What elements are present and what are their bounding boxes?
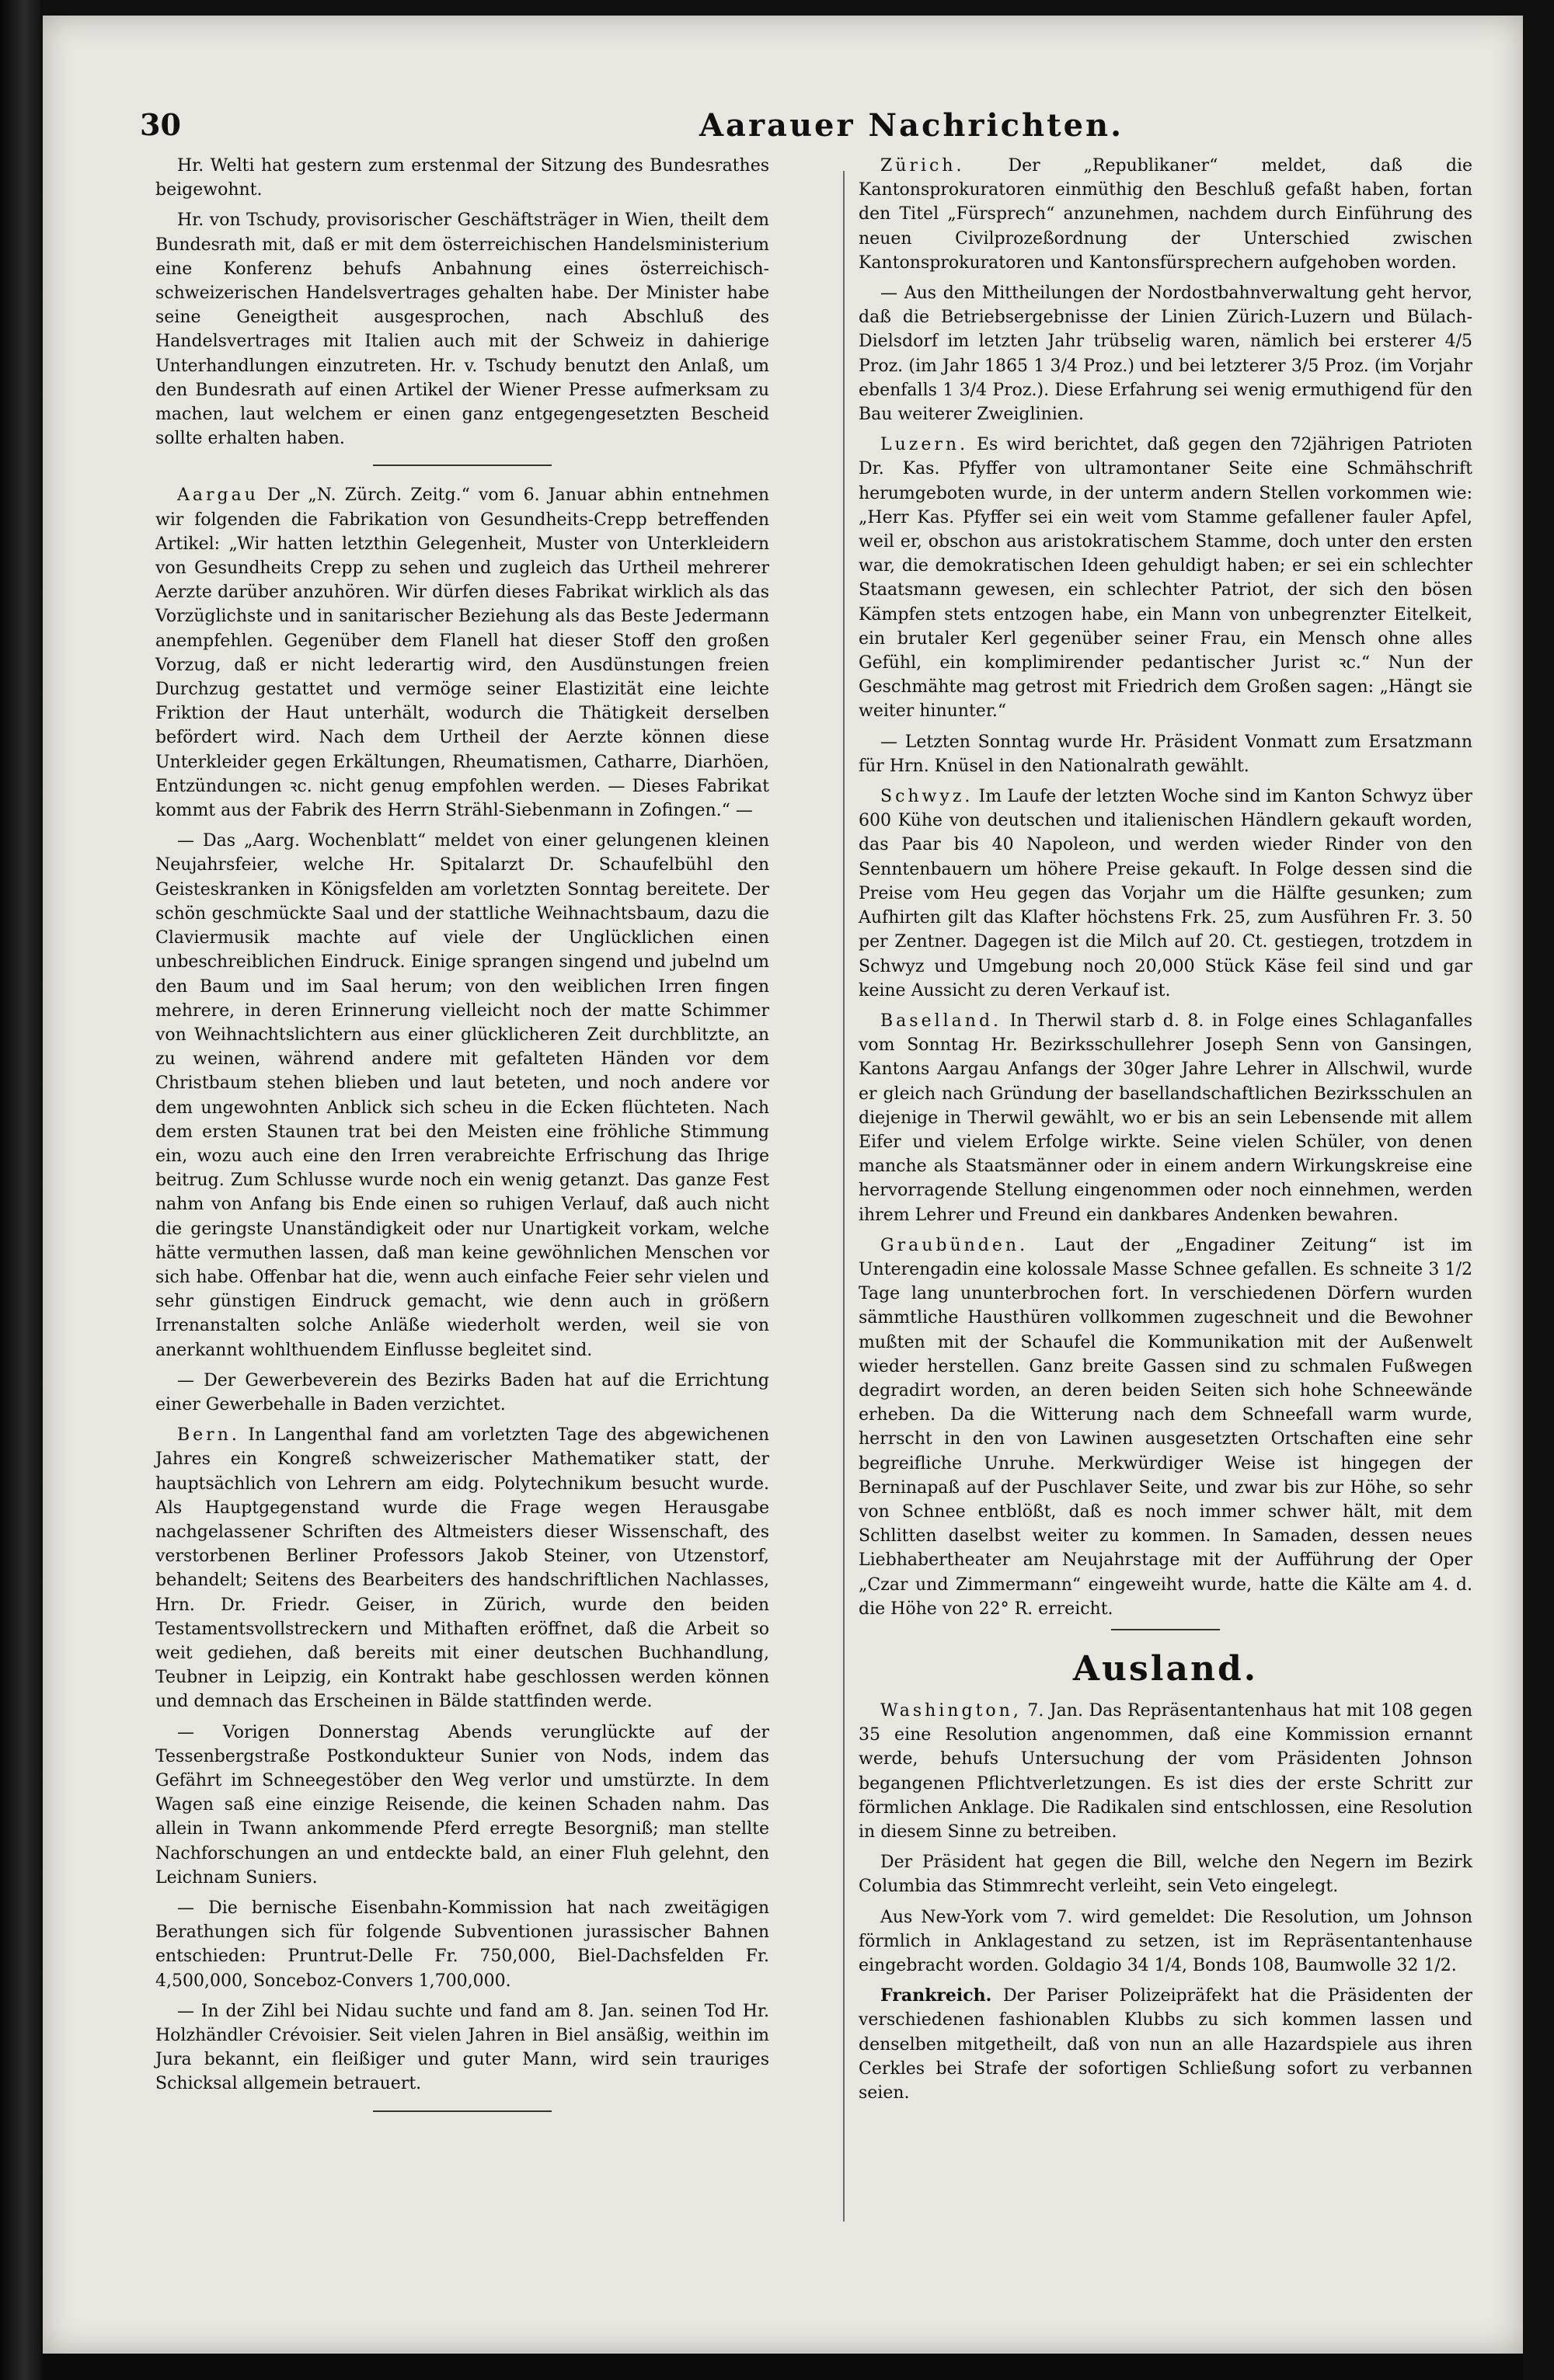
article-postkondukteur: — Vorigen Donnerstag Abends verunglückte auf der Tessenbergstraße Postkondukteur Sunier von Nods, indem das Gefährt im Schneegestöber den Weg verlor und umstürzte. In dem Wagen saß eine einzige Reisende, die keinen Schaden nahm. Das allein in Twann ankommende Pferd erregte Besorgniß; man stellte Nachforschungen an und entdeckte bald, an einer Fluh gelehnt, den Leichnam Suniers. [155, 1722, 769, 1888]
article-veto: Der Präsident hat gegen die Bill, welche den Negern im Bezirk Columbia das Stimmrecht verleiht, sein Veto eingelegt. [859, 1853, 1472, 1897]
article-baselland [859, 1009, 1472, 1227]
article-luzern [859, 433, 1472, 723]
left-column [155, 154, 769, 2129]
newspaper-title: Aarauer Nachrichten. [699, 107, 1124, 144]
bottom-edge-shadow [43, 2354, 1523, 2380]
article-washington [859, 1699, 1472, 1844]
separator-rule-bottom [373, 2110, 552, 2112]
article-zurich [859, 154, 1472, 275]
article-luzern-text: Es wird berichtet, daß gegen den 72jährigen Patrioten Dr. Kas. Pfyffer von ultramontaner Seite eine Schmähschrift herumgeboten wurde, in der unterm andern Stellen vorkommen wie: „Herr Kas. Pfyffer sei ein weit vom Stamme gefallener fauler Apfel, weil er, obschon aus aristokratischem Stamme, doch unter den ersten war, die demokratischen Ideen gehuldigt haben; er sei ein schlechter Staatsmann gewesen, ein schlechter Patriot, der sich den bösen Kämpfen stets entzogen habe, ein Mann von unbegrenzter Eitelkeit, ein brutaler Kerl gegenüber seiner Frau, ein Mensch ohne alles Gefühl, ein komplimirender pedantischer Jurist ꝛc.“ Nun der Geschmähte mag getrost mit Friedrich dem Großen sagen: „Hängt sie weiter hinunter.“ [859, 435, 1472, 722]
article-schwyz [859, 785, 1472, 1003]
article-bern [155, 1423, 769, 1714]
article-schwyz-text: Im Laufe der letzten Woche sind im Kanton Schwyz über 600 Kühe von deutschen und italienischen Händlern gekauft worden, das Paar bis 40 Napoleon, und werden wieder Rinder von den Senntenbauern um höhere Preise gekauft. In Folge dessen sind die Preise vom Heu gegen das Vorjahr um die Hälfte gesunken; zum Aufhirten gilt das Klafter höchstens Frk. 25, zum Ausführen Fr. 3. 50 per Zentner. Dagegen ist die Milch auf 20. Ct. gestiegen, trotzdem in Schwyz und Umgebung noch 20,000 Stück Käse feil sind und gar keine Aussicht zu deren Verkauf ist. [859, 787, 1472, 1000]
article-graubunden [859, 1233, 1472, 1621]
article-eisenbahn: — Die bernische Eisenbahn-Kommission hat nach zweitägigen Berathungen sich für folgende Subventionen jurassischer Bahnen entschieden: Pruntrut-Delle Fr. 750,000, Biel-Dachsfelden Fr. 4,500,000, Sonceboz-Convers 1,700,000. [155, 1898, 769, 1991]
article-frankreich-text: Der Pariser Polizeipräfekt hat die Präsidenten der verschiedenen fashionablen Klubbs zu sich kommen lassen und denselben mitgetheilt, daß von nun an alle Hazardspiele aus ihren Cerkles bei Strafe der sofortigen Schließung sofort zu verbannen seien. [859, 1986, 1472, 2103]
article-gewerbeverein: — Der Gewerbeverein des Bezirks Baden hat auf die Errichtung einer Gewerbehalle in Baden verzichtet. [155, 1370, 769, 1414]
column-divider [843, 171, 845, 2222]
article-bern-text: In Langenthal fand am vorletzten Tage des abgewichenen Jahres ein Kongreß schweizerischer Mathematiker statt, der hauptsächlich von Lehrern am eidg. Polytechnikum besucht wurde. Als Hauptgegenstand wurde die Frage wegen Herausgabe nachgelassener Schriften des Altmeisters dieser Wissenschaft, des verstorbenen Berliner Professors Jakob Steiner, von Utzenstorf, behandelt; Seitens des Bearbeiters des handschriftlichen Nachlasses, Hrn. Dr. Friedr. Geiser, in Zürich, wurde den beiden Testamentsvollstreckern und Mithaften eröffnet, daß die Arbeit so weit gediehen, daß bereits mit einer deutschen Buchhandlung, Teubner in Leipzig, ein Kontrakt habe geschlossen werden können und demnach das Erscheinen in Bälde stattfinden werde. [155, 1425, 769, 1712]
article-graubunden-text: Laut der „Engadiner Zeitung“ ist im Unterengadin eine kolossale Masse Schnee gefallen. Es schneite 3 1/2 Tage lang ununterbrochen fort. In verschiedenen Dörfern wurden sämmtliche Hausthüren vollkommen zugeschneit und die Bewohner mußten mit der Schaufel die Kommunikation mit der Außenwelt wieder herstellen. Ganz breite Gassen sind zu schmalen Fußwegen degradirt worden, an deren beiden Seiten sich hohe Schneewände erheben. Da die Witterung nach dem Schneefall warm wurde, herrscht in den von Lawinen ausgesetzten Ortschaften eine sehr begreifliche Unruhe. Merkwürdiger Weise ist hingegen der Berninapaß auf der Puschlaver Seite, und zwar bis zur Höhe, so sehr von Schnee entblößt, daß es noch immer schwer hält, mit dem Schlitten daselbst weiter zu kommen. In Samaden, dessen neues Liebhabertheater am Neujahrstage mit der Aufführung der Oper „Czar und Zimmermann“ eingeweiht wurde, hatte die Kälte am 4. d. die Höhe von 22° R. erreicht. [859, 1235, 1472, 1619]
article-baselland-text: In Therwil starb d. 8. in Folge eines Schlaganfalles vom Sonntag Hr. Bezirksschullehrer Joseph Senn von Gansingen, Kantons Aargau Anfangs der 30ger Jahre Lehrer in Allschwil, wurde er gleich nach Gründung der basellandschaftlichen Bezirksschulen an diejenige in Therwil gewählt, wo er bis an sein Lebensende mit allem Eifer und vielem Erfolge wirkte. Seine vielen Schüler, von denen manche als Staatsmänner oder in einem andern Wirkungskreise eine hervorragende Stellung eingenommen oder noch einnehmen, werden ihrem Lehrer und Freund ein dankbares Andenken bewahren. [859, 1011, 1472, 1225]
place-washington: Washington, [880, 1700, 1022, 1721]
place-baselland: Baselland. [880, 1011, 1002, 1031]
article-zurich-text: Der „Republikaner“ meldet, daß die Kantonsprokuratoren einmüthig den Beschluß gefaßt haben, fortan den Titel „Fürsprech“ anzunehmen, nachdem durch Einführung des neuen Civilprozeßordnung der Unterschied zwischen Kantonsprokuratoren und Kantonsfürsprechern aufgehoben worden. [859, 156, 1472, 273]
article-nordostbahn: — Aus den Mittheilungen der Nordostbahnverwaltung geht hervor, daß die Betriebsergebnisse der Linien Zürich-Luzern und Bülach-Dielsdorf im letzten Jahr trübselig waren, nämlich bei ersterer 4/5 Proz. (im Jahr 1865 1 3/4 Proz.) und bei letzterer 3/5 Proz. (im Vorjahr ebenfalls 1 3/4 Proz.). Diese Erfahrung sei wenig ermuthigend für den Bau weiterer Zweiglinien. [859, 284, 1472, 425]
separator-rule-ausland [1111, 1629, 1220, 1630]
place-frankreich: Frankreich. [880, 1985, 992, 2006]
place-graubunden: Graubünden. [880, 1235, 1029, 1255]
right-column [859, 154, 1472, 2111]
article-welti: Hr. Welti hat gestern zum erstenmal der Sitzung des Bundesrathes beigewohnt. [155, 156, 769, 200]
place-aargau: Aargau [177, 485, 259, 506]
page-number: 30 [140, 107, 181, 142]
place-zurich: Zürich. [880, 156, 965, 176]
article-zihl: — In der Zihl bei Nidau suchte und fand am 8. Jan. seinen Tod Hr. Holzhändler Crévoisier. Seit vielen Jahren in Biel ansäßig, weithin im Jura bekannt, ein fleißiger und guter Mann, wird sein trauriges Schicksal allgemein betrauert. [155, 2001, 769, 2094]
section-heading-ausland: Ausland. [1072, 1648, 1259, 1689]
article-washington-text: 7. Jan. Das Repräsentantenhaus hat mit 108 gegen 35 eine Resolution angenommen, daß eine Kommission ernannt werde, behufs Untersuchung der vom Präsidenten Johnson begangenen Pflichtverletzungen. Es ist dies der erste Schritt zur förmlichen Anklage. Die Radikalen sind entschlossen, eine Resolution in diesem Sinne zu betreiben. [859, 1700, 1472, 1842]
article-aargau [155, 483, 769, 823]
article-frankreich [859, 1984, 1472, 2105]
separator-rule [373, 465, 552, 466]
article-wochenblatt: — Das „Aarg. Wochenblatt“ meldet von einer gelungenen kleinen Neujahrsfeier, welche Hr. Spitalarzt Dr. Schaufelbühl den Geisteskranken in Königsfelden am vorletzten Sonntag bereitete. Der schön geschmückte Saal und der stattliche Weihnachtsbaum, dazu die Claviermusik machte auf viele der Unglücklichen einen unbeschreiblichen Eindruck. Einige sprangen singend und jubelnd um den Baum und im Saal herum; von den weiblichen Irren fingen mehrere, in deren Erinnerung vielleicht noch der matte Schimmer von Weihnachtslichtern aus einer glücklicheren Zeit durchblitzte, an zu weinen, während andere mit gefalteten Händen vor dem Christbaum stehen blieben und laut beteten, und noch andere vor dem ungewohnten Anblick sich scheu in die Ecken flüchteten. Nach dem ersten Staunen trat bei den Meisten eine fröhliche Stimmung ein, wozu auch eine den Irren verabreichte Erfrischung das Ihrige beitrug. Zum Schlusse wurde noch ein wenig getanzt. Das ganze Fest nahm von Anfang bis Ende einen so ruhigen Verlauf, daß auch nicht die geringste Unanständigkeit oder nur Unartigkeit vorkam, welche hätte vermuthen lassen, daß man keine gewöhnlichen Menschen vor sich habe. Offenbar hat die, wenn auch einfache Feier sehr vielen und sehr günstigen Eindruck gemacht, wie denn auch in größern Irrenanstalten solche Anläße wiederholt werden, weil sie von anerkannt wohlthuendem Einflusse begleitet sind. [155, 831, 769, 1360]
article-newyork: Aus New-York vom 7. wird gemeldet: Die Resolution, um Johnson förmlich in Anklagestand zu setzen, ist im Repräsentantenhause eingebracht worden. Goldagio 34 1/4, Bonds 108, Baumwolle 32 1/2. [859, 1907, 1472, 1976]
article-aargau-text: Der „N. Zürch. Zeitg.“ vom 6. Januar abhin entnehmen wir folgenden die Fabrikation von Gesundheits-Crepp betreffenden Artikel: „Wir hatten letzthin Gelegenheit, Muster von Unterkleidern von Gesundheits Crepp zu sehen und zugleich das Urtheil mehrerer Aerzte darüber anzuhören. Wir dürfen dieses Fabrikat wirklich als das Vorzüglichste und in sanitarischer Beziehung als das Beste Jedermann anempfehlen. Gegenüber dem Flanell hat dieser Stoff den großen Vorzug, daß er nicht lederartig wird, den Ausdünstungen freien Durchzug gestattet und vermöge seiner Elastizität eine leichte Friktion der Haut unterhält, wodurch die Thätigkeit derselben befördert wird. Nach dem Urtheil der Aerzte können diese Unterkleider gegen Erkältungen, Rheumatismen, Catharre, Diarhöen, Entzündungen ꝛc. nicht genug empfohlen werden. — Dieses Fabrikat kommt aus der Fabrik des Herrn Strähl-Siebenmann in Zofingen.“ — [155, 485, 769, 821]
place-luzern: Luzern. [880, 435, 969, 455]
place-bern: Bern. [177, 1425, 240, 1446]
book-binding [0, 0, 40, 2380]
article-vonmatt: — Letzten Sonntag wurde Hr. Präsident Vonmatt zum Ersatzmann für Hrn. Knüsel in den Nationalrath gewählt. [859, 732, 1472, 776]
place-schwyz: Schwyz. [880, 787, 974, 807]
article-tschudy: Hr. von Tschudy, provisorischer Geschäftsträger in Wien, theilt dem Bundesrath mit, daß er mit dem österreichischen Handelsministerium eine Konferenz behufs Anbahnung eines österreichisch-schweizerischen Handelsvertrages gehalten habe. Der Minister habe seine Geneigtheit ausgesprochen, nach Abschluß des Handelsvertrages mit Italien auch mit der Schweiz in dahierige Unterhandlungen einzutreten. Hr. v. Tschudy benutzt den Anlaß, um den Bundesrath auf einen Artikel der Wiener Presse aufmerksam zu machen, laut welchem er einen ganz entgegengesetzten Bescheid sollte erhalten haben. [155, 211, 769, 449]
